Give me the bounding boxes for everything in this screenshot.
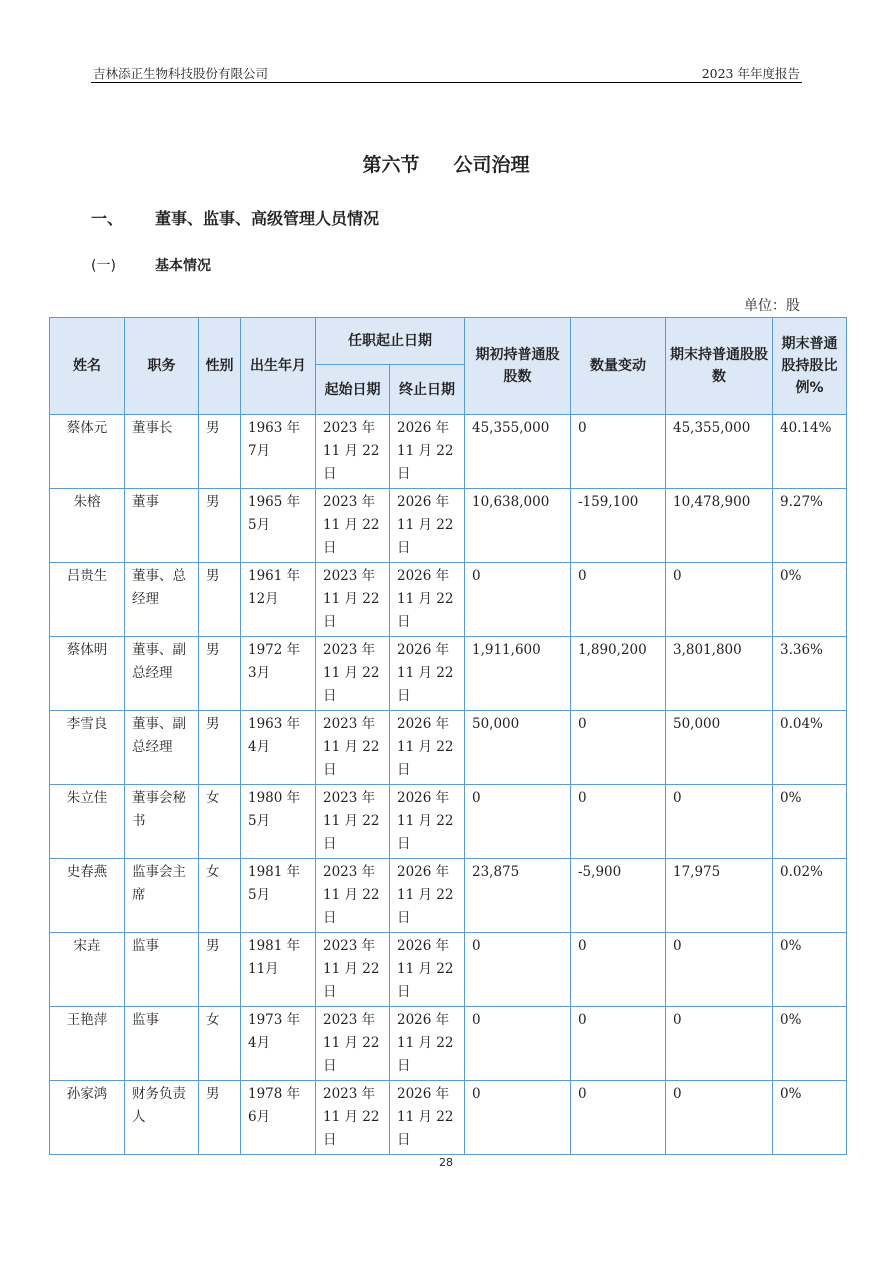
- table-row: [50, 711, 847, 785]
- cell-name: 蔡体元: [50, 415, 125, 489]
- cell-change: 0: [571, 711, 666, 785]
- cell-end-ratio: 0%: [773, 1081, 847, 1155]
- cell-position: 董事、副总经理: [125, 711, 199, 785]
- cell-position: 董事、副总经理: [125, 637, 199, 711]
- cell-birth: 1963 年 4月: [241, 711, 316, 785]
- section-name: 公司治理: [453, 154, 530, 176]
- cell-birth: 1972 年 3月: [241, 637, 316, 711]
- cell-term-start: 2023 年 11 月 22 日: [316, 859, 390, 933]
- header-name: 姓名: [50, 318, 125, 415]
- cell-start-shares: 45,355,000: [465, 415, 571, 489]
- header-term: 任职起止日期: [316, 318, 465, 365]
- cell-end-shares: 45,355,000: [666, 415, 773, 489]
- table-row: [50, 785, 847, 859]
- header-end-shares: 期末持普通股股数: [666, 318, 773, 415]
- cell-name: 李雪良: [50, 711, 125, 785]
- cell-term-start: 2023 年 11 月 22 日: [316, 785, 390, 859]
- table-row: [50, 563, 847, 637]
- company-name: 吉林添正生物科技股份有限公司: [93, 66, 269, 81]
- cell-gender: 男: [199, 711, 241, 785]
- cell-gender: 男: [199, 1081, 241, 1155]
- cell-change: 0: [571, 933, 666, 1007]
- heading-2-text: 基本情况: [155, 258, 211, 274]
- cell-gender: 男: [199, 637, 241, 711]
- cell-gender: 女: [199, 1007, 241, 1081]
- cell-term-start: 2023 年 11 月 22 日: [316, 933, 390, 1007]
- table-row: [50, 1081, 847, 1155]
- management-table: [49, 317, 847, 1155]
- cell-change: 0: [571, 1007, 666, 1081]
- heading-2-number: (一): [91, 258, 116, 274]
- cell-position: 财务负责人: [125, 1081, 199, 1155]
- cell-end-ratio: 0%: [773, 785, 847, 859]
- cell-end-ratio: 9.27%: [773, 489, 847, 563]
- cell-gender: 男: [199, 489, 241, 563]
- cell-term-end: 2026 年 11 月 22 日: [390, 1081, 465, 1155]
- cell-gender: 男: [199, 933, 241, 1007]
- cell-name: 吕贵生: [50, 563, 125, 637]
- section-title: [0, 150, 892, 177]
- heading-level-1: [91, 206, 379, 229]
- cell-term-start: 2023 年 11 月 22 日: [316, 637, 390, 711]
- cell-end-ratio: 0.02%: [773, 859, 847, 933]
- cell-position: 董事、总经理: [125, 563, 199, 637]
- cell-gender: 女: [199, 785, 241, 859]
- cell-name: 孙家鸿: [50, 1081, 125, 1155]
- heading-1-number: 一、: [91, 209, 124, 228]
- cell-term-end: 2026 年 11 月 22 日: [390, 563, 465, 637]
- cell-end-shares: 3,801,800: [666, 637, 773, 711]
- cell-term-start: 2023 年 11 月 22 日: [316, 563, 390, 637]
- cell-end-ratio: 3.36%: [773, 637, 847, 711]
- header-position: 职务: [125, 318, 199, 415]
- cell-name: 宋垚: [50, 933, 125, 1007]
- cell-position: 监事会主席: [125, 859, 199, 933]
- cell-start-shares: 0: [465, 785, 571, 859]
- cell-position: 董事会秘书: [125, 785, 199, 859]
- page-number: 28: [439, 1156, 453, 1169]
- cell-start-shares: 0: [465, 563, 571, 637]
- cell-term-end: 2026 年 11 月 22 日: [390, 489, 465, 563]
- header-change: 数量变动: [571, 318, 666, 415]
- cell-name: 史春燕: [50, 859, 125, 933]
- cell-change: -159,100: [571, 489, 666, 563]
- cell-change: 0: [571, 415, 666, 489]
- header-start-shares: 期初持普通股股数: [465, 318, 571, 415]
- table-header: [50, 318, 847, 415]
- heading-level-2: [91, 255, 211, 275]
- cell-term-start: 2023 年 11 月 22 日: [316, 711, 390, 785]
- cell-term-start: 2023 年 11 月 22 日: [316, 1007, 390, 1081]
- cell-end-shares: 0: [666, 1007, 773, 1081]
- cell-name: 朱榕: [50, 489, 125, 563]
- cell-start-shares: 0: [465, 933, 571, 1007]
- cell-change: 0: [571, 1081, 666, 1155]
- cell-birth: 1963 年 7月: [241, 415, 316, 489]
- cell-birth: 1981 年 11月: [241, 933, 316, 1007]
- cell-name: 蔡体明: [50, 637, 125, 711]
- cell-birth: 1961 年 12月: [241, 563, 316, 637]
- header-gender: 性别: [199, 318, 241, 415]
- section-number: 第六节: [362, 154, 420, 176]
- cell-birth: 1980 年 5月: [241, 785, 316, 859]
- cell-end-ratio: 0%: [773, 1007, 847, 1081]
- cell-term-end: 2026 年 11 月 22 日: [390, 859, 465, 933]
- cell-gender: 女: [199, 859, 241, 933]
- cell-term-end: 2026 年 11 月 22 日: [390, 711, 465, 785]
- cell-birth: 1973 年 4月: [241, 1007, 316, 1081]
- cell-start-shares: 0: [465, 1007, 571, 1081]
- cell-term-start: 2023 年 11 月 22 日: [316, 1081, 390, 1155]
- table-row: [50, 859, 847, 933]
- table-row: [50, 489, 847, 563]
- cell-end-shares: 10,478,900: [666, 489, 773, 563]
- cell-gender: 男: [199, 415, 241, 489]
- unit-label: 单位：股: [744, 298, 800, 314]
- cell-start-shares: 50,000: [465, 711, 571, 785]
- cell-change: 1,890,200: [571, 637, 666, 711]
- cell-end-shares: 50,000: [666, 711, 773, 785]
- cell-position: 董事长: [125, 415, 199, 489]
- cell-term-end: 2026 年 11 月 22 日: [390, 637, 465, 711]
- cell-term-start: 2023 年 11 月 22 日: [316, 415, 390, 489]
- cell-end-ratio: 0.04%: [773, 711, 847, 785]
- cell-birth: 1965 年 5月: [241, 489, 316, 563]
- table-body: [50, 415, 847, 1155]
- cell-end-shares: 0: [666, 933, 773, 1007]
- cell-position: 监事: [125, 933, 199, 1007]
- header-term-end: 终止日期: [390, 365, 465, 415]
- cell-start-shares: 23,875: [465, 859, 571, 933]
- cell-birth: 1981 年 5月: [241, 859, 316, 933]
- cell-start-shares: 10,638,000: [465, 489, 571, 563]
- header-end-ratio: 期末普通股持股比例%: [773, 318, 847, 415]
- cell-term-end: 2026 年 11 月 22 日: [390, 1007, 465, 1081]
- cell-position: 董事: [125, 489, 199, 563]
- cell-end-ratio: 0%: [773, 563, 847, 637]
- cell-name: 朱立佳: [50, 785, 125, 859]
- header-term-start: 起始日期: [316, 365, 390, 415]
- cell-change: 0: [571, 785, 666, 859]
- cell-term-end: 2026 年 11 月 22 日: [390, 785, 465, 859]
- table-row: [50, 415, 847, 489]
- cell-change: -5,900: [571, 859, 666, 933]
- cell-end-shares: 17,975: [666, 859, 773, 933]
- cell-position: 监事: [125, 1007, 199, 1081]
- cell-change: 0: [571, 563, 666, 637]
- cell-term-start: 2023 年 11 月 22 日: [316, 489, 390, 563]
- cell-end-shares: 0: [666, 1081, 773, 1155]
- cell-name: 王艳萍: [50, 1007, 125, 1081]
- heading-1-text: 董事、监事、高级管理人员情况: [155, 209, 380, 228]
- cell-start-shares: 0: [465, 1081, 571, 1155]
- table-row: [50, 1007, 847, 1081]
- cell-end-shares: 0: [666, 785, 773, 859]
- cell-end-shares: 0: [666, 563, 773, 637]
- header-birth: 出生年月: [241, 318, 316, 415]
- cell-term-end: 2026 年 11 月 22 日: [390, 415, 465, 489]
- cell-gender: 男: [199, 563, 241, 637]
- cell-end-ratio: 40.14%: [773, 415, 847, 489]
- table-row: [50, 933, 847, 1007]
- cell-term-end: 2026 年 11 月 22 日: [390, 933, 465, 1007]
- cell-birth: 1978 年 6月: [241, 1081, 316, 1155]
- page-header: [91, 60, 802, 83]
- report-name: 2023 年年度报告: [701, 66, 800, 81]
- table-row: [50, 637, 847, 711]
- cell-start-shares: 1,911,600: [465, 637, 571, 711]
- cell-end-ratio: 0%: [773, 933, 847, 1007]
